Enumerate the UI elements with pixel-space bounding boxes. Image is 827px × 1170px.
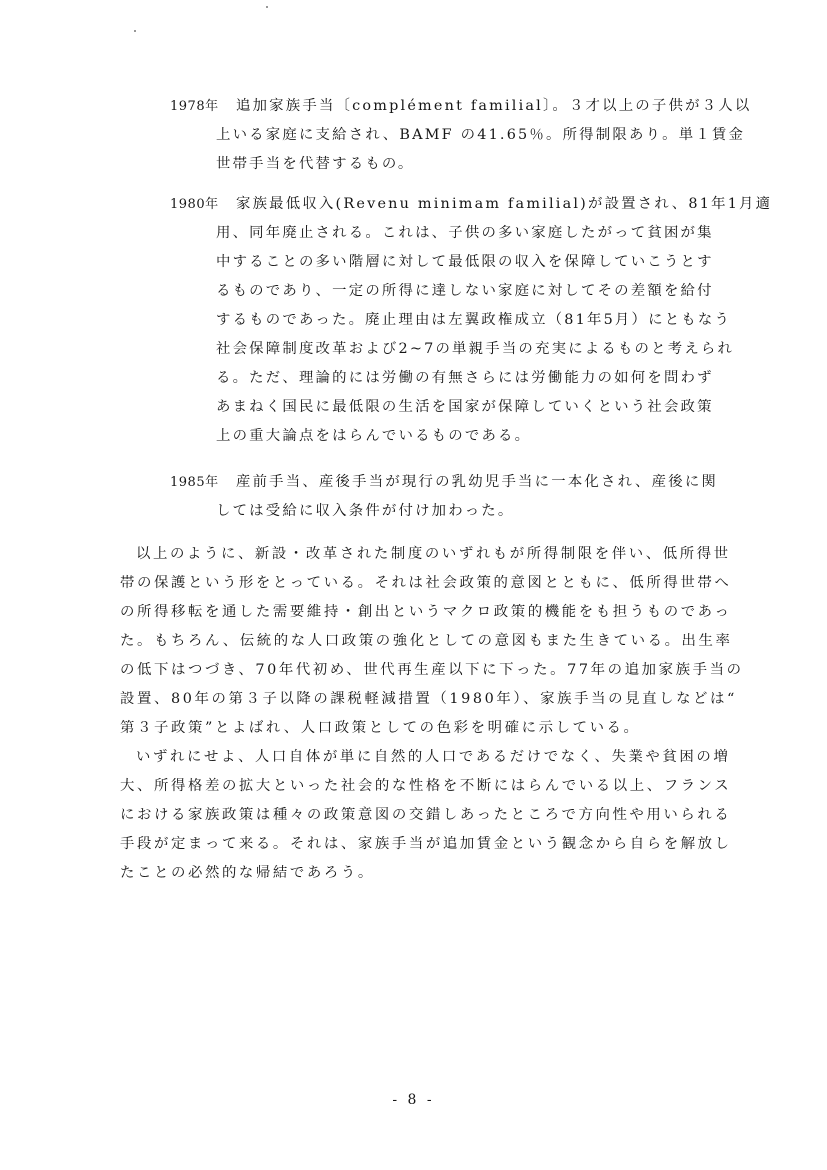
paragraph-line: の低下はつづき、70年代初め、世代再生産以下に下った。77年の追加家族手当の <box>120 662 744 678</box>
page-number: - 8 - <box>392 1092 435 1108</box>
entry-line: 産前手当、産後手当が現行の乳幼児手当に一本化され、産後に関 <box>236 474 718 490</box>
entry-line: 社会保障制度改革および2~7の単親手当の充実によるものと考えられ <box>216 341 735 357</box>
entry-line: するものであった。廃止理由は左翼政権成立（81年5月）にともなう <box>216 312 732 328</box>
paragraph-line: 第３子政策”とよばれ、人口政策としての色彩を明確に示している。 <box>120 720 641 736</box>
entry-line: る。ただ、理論的には労働の有無さらには労働能力の如何を問わず <box>216 370 714 386</box>
entry-line: 家族最低収入(Revenu minimam familial)が設置され、81年1月適 <box>236 196 773 212</box>
paragraph-line: 以上のように、新設・改革された制度のいずれもが所得制限を伴い、低所得世 <box>136 546 731 562</box>
entry-line: 用、同年廃止される。これは、子供の多い家庭したがって貧困が集 <box>216 225 714 241</box>
scan-speck <box>266 6 268 8</box>
paragraph-line: における家族政策は種々の政策意図の交錯しあったところで方向性や用いられる <box>120 807 732 823</box>
body-paragraph-2 <box>120 743 760 888</box>
entry-line: 世帯手当を代替するもの。 <box>216 156 415 172</box>
paragraph-line: 帯の保護という形をとっている。それは社会政策的意図とともに、低所得世帯へ <box>120 575 732 591</box>
entry-line: 中することの多い階層に対して最低限の収入を保障していこうとす <box>216 254 714 270</box>
paragraph-line: 大、所得格差の拡大といった社会的な性格を不断にはらんでいる以上、フランス <box>120 778 732 794</box>
chronology-entry-1978 <box>170 92 760 179</box>
chronology-entry-1980 <box>170 190 773 451</box>
entry-line: 上いる家庭に支給され、BAMF の41.65％。所得制限あり。単１賃金 <box>216 127 746 143</box>
entry-line: しては受給に収入条件が付け加わった。 <box>216 503 515 519</box>
entry-line: 追加家族手当〔complément familial〕。３才以上の子供が３人以 <box>236 98 752 114</box>
body-paragraph-1 <box>120 540 760 743</box>
scan-speck <box>134 30 136 32</box>
entry-year: 1985年 <box>170 475 219 490</box>
entry-year: 1978年 <box>170 99 219 114</box>
paragraph-line: 手段が定まって来る。それは、家族手当が追加賃金という観念から自らを解放し <box>120 836 732 852</box>
entry-line: るものであり、一定の所得に達しない家庭に対してその差額を給付 <box>216 283 714 299</box>
paragraph-line: た。もちろん、伝統的な人口政策の強化としての意図もまた生きている。出生率 <box>120 633 733 649</box>
paragraph-line: 設置、80年の第３子以降の課税軽減措置（1980年）、家族手当の見直しなどは“ <box>120 691 737 707</box>
entry-line: あまねく国民に最低限の生活を国家が保障していくという社会政策 <box>216 399 714 415</box>
chronology-entry-1985 <box>170 468 760 526</box>
paragraph-line: いずれにせよ、人口自体が単に自然的人口であるだけでなく、失業や貧困の増 <box>136 749 731 765</box>
entry-year: 1980年 <box>170 197 219 212</box>
paragraph-line: たことの必然的な帰結であろう。 <box>120 865 375 881</box>
paragraph-line: の所得移転を通した需要維持・創出というマクロ政策的機能をも担うものであっ <box>120 604 732 620</box>
entry-line: 上の重大論点をはらんでいるものである。 <box>216 428 532 444</box>
